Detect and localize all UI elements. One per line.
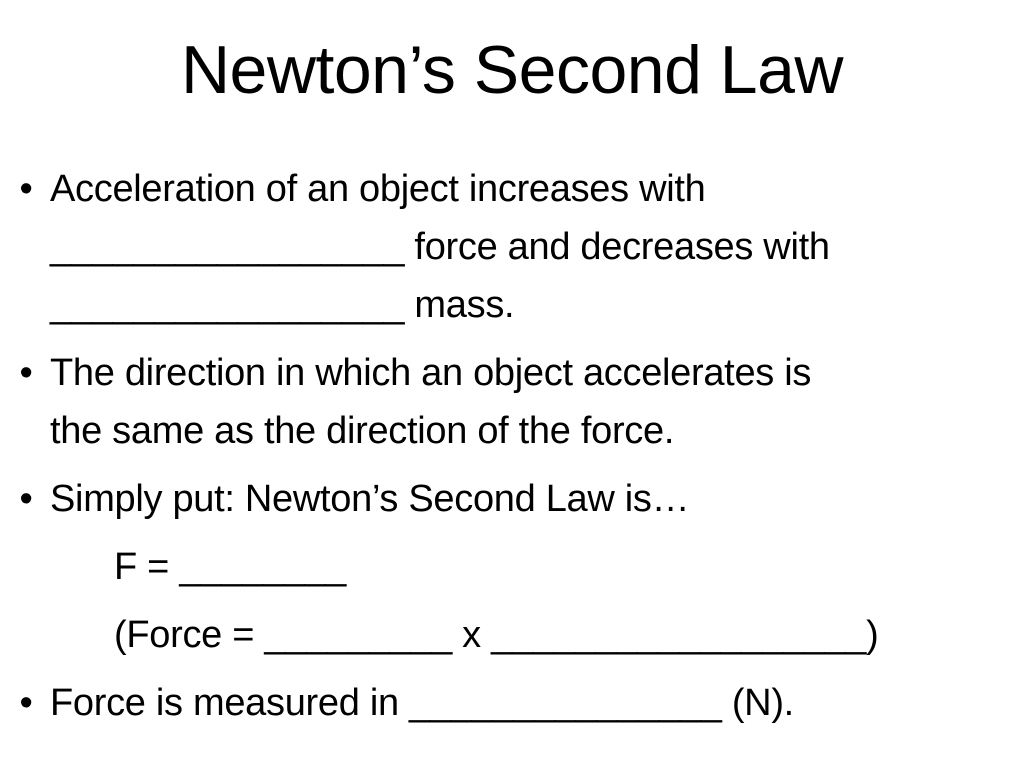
slide-title: Newton’s Second Law (180, 32, 844, 108)
formula-explanation-line: (Force = _________ x __________________) (114, 614, 879, 656)
bullet-icon: • (19, 352, 33, 394)
bullet-icon: • (19, 168, 33, 210)
bullet-icon: • (19, 478, 33, 520)
bullet-line: the same as the direction of the force. (50, 410, 675, 452)
bullet-line: _________________ mass. (50, 284, 515, 326)
bullet-line: Force is measured in _______________ (N). (50, 682, 794, 724)
slide-body (14, 160, 1004, 732)
bullet-force-units (14, 674, 1004, 732)
bullet-acceleration (14, 160, 1004, 334)
bullet-line: Simply put: Newton’s Second Law is… (50, 478, 690, 520)
bullet-simply-put (14, 470, 1004, 528)
bullet-line: _________________ force and decreases with (50, 226, 830, 268)
bullet-line: Acceleration of an object increases with (50, 168, 706, 210)
bullet-direction (14, 344, 1004, 460)
bullet-icon: • (19, 682, 33, 724)
formula-line: F = ________ (114, 546, 346, 588)
bullet-line: The direction in which an object accelerates is (50, 352, 812, 394)
